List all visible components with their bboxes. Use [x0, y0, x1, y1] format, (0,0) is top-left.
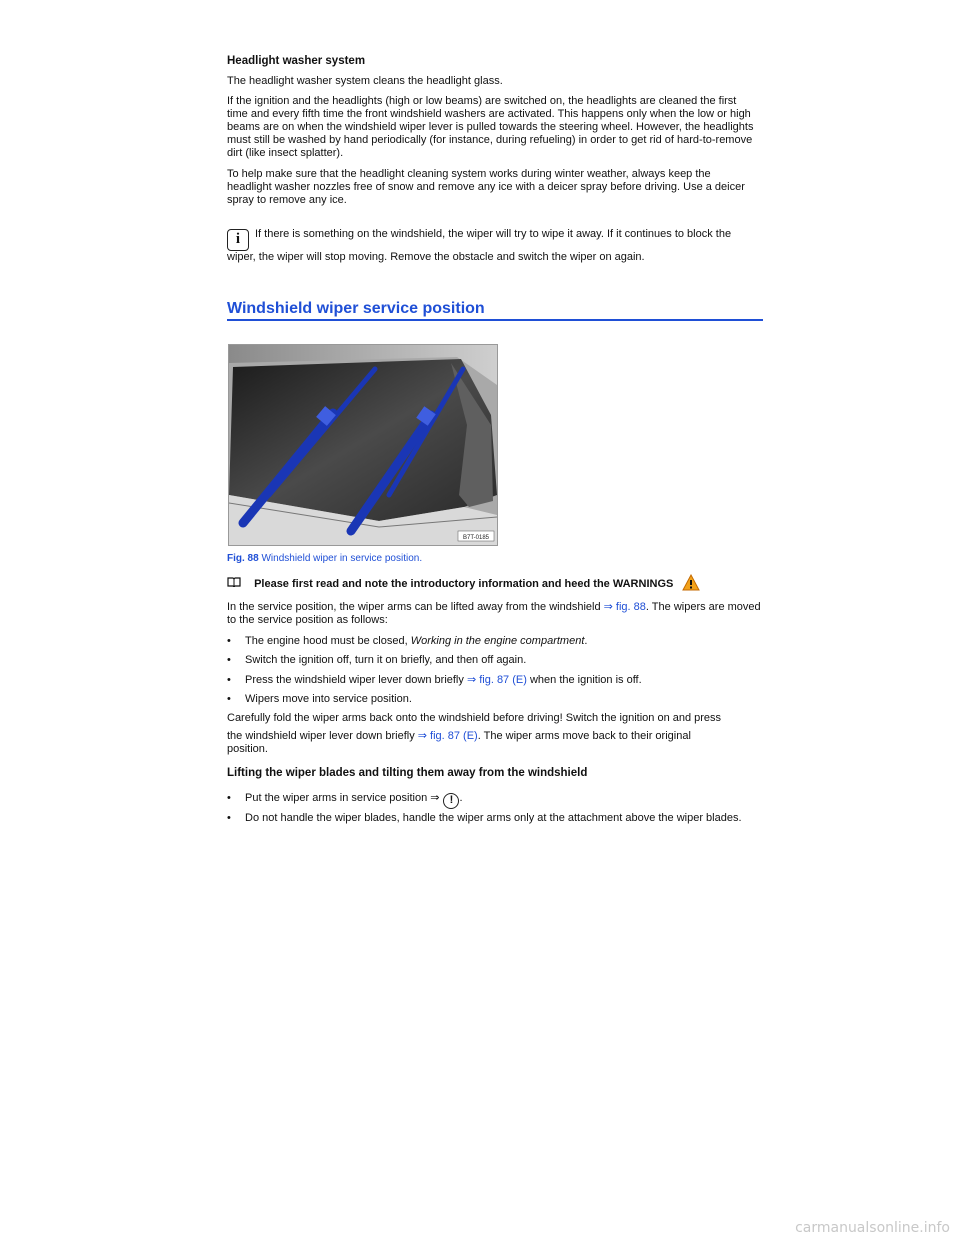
bullet-4-text: Wipers move into service position.	[245, 693, 412, 705]
warning-icon	[682, 574, 700, 594]
lifting-bullet-2-text: Do not handle the wiper blades, handle the wiper arms only at the attachment above the wiper blades.	[245, 812, 742, 824]
info-icon: i	[227, 229, 249, 251]
windshield-wiper-illustration	[229, 345, 497, 545]
headlight-paragraph-2: If the ignition and the headlights (high or low beams) are switched on, the headlights are cleaned the first time and every fifth time the front windshield washers are activated. This happens only when the low or high beams are on when the windshield wiper lever is pulled towards the steering wheel. However, the headlights must still be washed by hand periodically (for instance, during refueling) in order to get rid of hard-to-remove dirt (like insect splatter).	[227, 95, 754, 159]
bullet-3-end: when the ignition is off.	[526, 674, 642, 686]
lifting-bullet-1-text: Put the wiper arms in service position ⇒	[245, 792, 440, 804]
warnings-notice	[227, 574, 700, 594]
headlight-paragraph-1: The headlight washer system cleans the headlight glass.	[227, 75, 503, 87]
list-item: • Press the windshield wiper lever down briefly ⇒ fig. 87 (E) when the ignition is off.	[227, 674, 642, 686]
watermark: carmanualsonline.info	[795, 1220, 950, 1236]
fig-88-link[interactable]: ⇒ fig. 88	[603, 601, 646, 613]
service-intro-text: In the service position, the wiper arms can be lifted away from the windshield	[227, 601, 604, 613]
info-note-text: If there is something on the windshield, the wiper will try to wipe it away. If it continues to block the wiper, the wiper will stop moving. Remove the obstacle and switch the wiper on again.	[227, 228, 732, 263]
list-item: • Wipers move into service position.	[227, 693, 412, 705]
fold-paragraph-line-1: Carefully fold the wiper arms back onto the windshield before driving! Switch the ignition on and press	[227, 712, 722, 724]
book-icon	[227, 577, 243, 590]
section-rule	[227, 319, 763, 321]
headlight-paragraph-3: To help make sure that the headlight cleaning system works during winter weather, always keep the headlight washer nozzles free of snow and remove any ice with a deicer spray before driving. Use a deicer spray to remove any ice.	[227, 168, 745, 206]
fig-87-link[interactable]: ⇒ fig. 87 (E)	[466, 674, 527, 686]
caution-icon[interactable]: !	[443, 793, 459, 809]
figure-caption-label: Fig. 88	[227, 553, 259, 564]
lifting-bullet-1-end: .	[459, 792, 463, 804]
service-intro-text-2: . The wipers are moved to the service position as follows:	[227, 601, 761, 626]
figure-88-image	[228, 344, 498, 546]
info-note	[227, 228, 762, 264]
service-intro	[227, 601, 762, 627]
warnings-notice-text: Please first read and note the introductory information and heed the WARNINGS	[254, 578, 674, 590]
fold-paragraph-line-2	[227, 730, 727, 756]
bullet-3-text: Press the windshield wiper lever down briefly	[245, 674, 467, 686]
section-title: Windshield wiper service position	[227, 300, 485, 317]
figure-code: B7T-0185	[462, 535, 490, 541]
headlight-title: Headlight washer system	[227, 55, 366, 67]
fold-text-end: . The wiper arms move back to their original position.	[227, 730, 691, 755]
figure-caption	[227, 553, 422, 564]
list-item: • Switch the ignition off, turn it on briefly, and then off again.	[227, 654, 527, 666]
lifting-title: Lifting the wiper blades and tilting them away from the windshield	[227, 767, 588, 779]
figure-caption-text: Windshield wiper in service position.	[261, 553, 423, 564]
engine-compartment-reference: Working in the engine compartment	[410, 635, 585, 647]
fig-87-link-2[interactable]: ⇒ fig. 87 (E)	[417, 730, 478, 742]
list-item: • Put the wiper arms in service position ⇒ ! .	[227, 792, 463, 809]
fold-text: the windshield wiper lever down briefly	[227, 730, 418, 742]
bullet-1-text: The engine hood must be closed,	[245, 635, 411, 647]
bullet-1-end: .	[584, 635, 588, 647]
list-item: • The engine hood must be closed, Working in the engine compartment.	[227, 635, 588, 647]
list-item: • Do not handle the wiper blades, handle the wiper arms only at the attachment above the wiper blades.	[227, 812, 742, 824]
bullet-2-text: Switch the ignition off, turn it on briefly, and then off again.	[245, 654, 527, 666]
